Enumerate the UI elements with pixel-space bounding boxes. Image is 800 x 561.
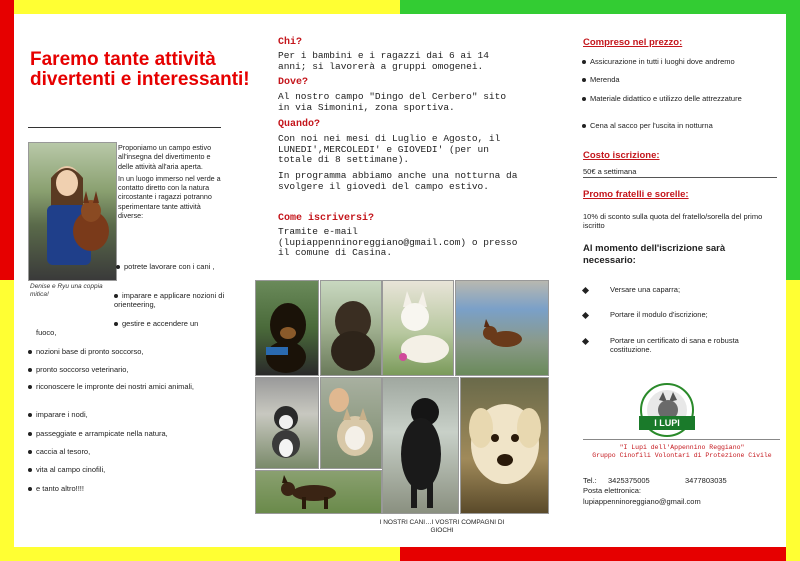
email-address[interactable]: lupiappenninoreggiano@gmail.com xyxy=(583,497,701,506)
compreso-text: Cena al sacco per l'uscita in notturna xyxy=(590,121,713,130)
intro-paragraph-1: Proponiamo un campo estivo all'insegna del divertimento e delle attività all'aria aperta. xyxy=(118,143,212,171)
org-divider xyxy=(583,439,780,440)
text-chi: Per i bambini e i ragazzi dai 6 ai 14 anni; si lavorerà a gruppi omogenei. xyxy=(278,50,489,72)
heading-chi: Chi? xyxy=(278,37,303,48)
compreso-item-1 xyxy=(582,57,772,66)
divider xyxy=(28,127,221,128)
org-subtitle: Gruppo Cinofili Volontari di Protezione Civile xyxy=(592,452,772,459)
left-title: Faremo tante attività divertenti e interessanti! xyxy=(30,49,250,90)
bullet-continuation: fuoco, xyxy=(36,328,57,337)
heading-costo: Costo iscrizione: xyxy=(583,150,660,161)
bullet-icon xyxy=(582,97,586,101)
promo-text: 10% di sconto sulla quota del fratello/sorella del primo iscritto xyxy=(583,212,763,230)
tel-label: Tel.: xyxy=(583,476,597,485)
momento-item-3 xyxy=(583,336,773,354)
bullet-icon xyxy=(28,350,32,354)
border-red-left xyxy=(0,0,14,280)
bullet-icon xyxy=(28,450,32,454)
photo-dog-black xyxy=(382,377,459,514)
bullet-top-2 xyxy=(114,291,226,309)
bullet-icon xyxy=(114,294,118,298)
photo-dog-shepherd-puppy xyxy=(255,470,382,514)
bullet-bottom-6 xyxy=(28,447,228,456)
bullet-text: imparare e applicare nozioni di orienteering, xyxy=(114,291,225,309)
photo-dog-shaggy xyxy=(320,280,382,376)
bullet-text: pronto soccorso veterinario, xyxy=(36,365,129,374)
heading-promo: Promo fratelli e sorelle: xyxy=(583,189,689,200)
heading-momento: Al momento dell'iscrizione sarà necessario: xyxy=(583,243,726,266)
bullet-icon xyxy=(28,368,32,372)
photos-caption: I NOSTRI CANI…I VOSTRI COMPAGNI DI GIOCHI xyxy=(379,519,505,534)
border-green-right xyxy=(786,0,800,280)
border-red-bottom-right xyxy=(400,547,800,561)
bullet-icon xyxy=(28,468,32,472)
momento-text: Portare il modulo d'iscrizione; xyxy=(610,310,708,319)
diamond-bullet-icon xyxy=(582,286,589,293)
photo-dog-puppy-run xyxy=(455,280,549,376)
momento-item-1 xyxy=(583,285,773,294)
email-label: Posta elettronica: xyxy=(583,486,641,495)
bullet-top-1 xyxy=(116,262,226,271)
compreso-item-2 xyxy=(582,75,772,84)
logo-label: I LUPI xyxy=(639,416,695,430)
text-dove: Al nostro campo "Dingo del Cerbero" sito in via Simonini, zona sportiva. xyxy=(278,91,507,113)
heading-compreso: Compreso nel prezzo: xyxy=(583,37,683,48)
photo-dog-rottweiler xyxy=(255,280,319,376)
compreso-text: Merenda xyxy=(590,75,620,84)
bullet-text: imparare i nodi, xyxy=(36,410,88,419)
bullet-bottom-3 xyxy=(28,382,208,391)
tel-number-2: 3477803035 xyxy=(685,476,727,485)
momento-item-2 xyxy=(583,310,773,319)
bullet-icon xyxy=(28,413,32,417)
bullet-text: caccia al tesoro, xyxy=(36,447,91,456)
border-yellow-right xyxy=(786,280,800,561)
bullet-bottom-2 xyxy=(28,365,228,374)
diamond-bullet-icon xyxy=(582,337,589,344)
bullet-bottom-1 xyxy=(28,347,228,356)
bullet-top-3 xyxy=(114,319,226,328)
org-name: "I Lupi dell'Appennino Reggiano" xyxy=(619,444,745,451)
bullet-icon xyxy=(116,265,120,269)
intro-text xyxy=(118,143,224,223)
bullet-text: riconoscere le impronte dei nostri amici animali, xyxy=(36,382,194,391)
compreso-item-4 xyxy=(582,121,772,130)
costo-text: 50€ a settimana xyxy=(583,167,637,176)
photo-dog-husky-puppy xyxy=(255,377,319,469)
bullet-icon xyxy=(582,78,586,82)
compreso-item-3 xyxy=(582,94,772,103)
bullet-text: gestire e accendere un xyxy=(122,319,199,328)
photo-man-with-husky xyxy=(320,377,382,469)
heading-iscriversi: Come iscriversi? xyxy=(278,213,375,224)
bullet-text: passeggiate e arrampicate nella natura, xyxy=(36,429,168,438)
photo-dog-white-shepherd xyxy=(382,280,454,376)
momento-text: Versare una caparra; xyxy=(610,285,681,294)
border-yellow-top-left xyxy=(0,0,400,14)
intro-paragraph-2: In un luogo immerso nel verde a contatto diretto con la natura circostante i ragazzi potranno sperimentare tante attività diverse: xyxy=(118,173,221,221)
bullet-text: vita al campo cinofili, xyxy=(36,465,106,474)
text-quando-2: In programma abbiamo anche una notturna da svolgere il giovedì del campo estivo. xyxy=(278,170,518,192)
bullet-icon xyxy=(28,432,32,436)
bullet-icon xyxy=(582,60,586,64)
photo-denise-ryu xyxy=(28,142,117,281)
photo-caption: Denise e Ryu una coppia mitica! xyxy=(30,283,103,298)
border-green-top-right xyxy=(400,0,800,14)
text-iscriversi: Tramite e-mail (lupiappenninoreggiano@gmail.com) o presso il comune di Casina. xyxy=(278,226,518,258)
tel-number-1: 3425375005 xyxy=(608,476,650,485)
border-yellow-bottom-left xyxy=(0,547,400,561)
bullet-icon xyxy=(28,385,32,389)
bullet-bottom-8 xyxy=(28,484,228,493)
bullet-icon xyxy=(582,124,586,128)
bullet-icon xyxy=(28,487,32,491)
bullet-bottom-4 xyxy=(28,410,228,419)
bullet-text: potrete lavorare con i cani , xyxy=(124,262,215,271)
heading-quando: Quando? xyxy=(278,119,321,130)
heading-dove: Dove? xyxy=(278,77,309,88)
diamond-bullet-icon xyxy=(582,311,589,318)
border-yellow-left xyxy=(0,280,14,561)
bullet-text: e tanto altro!!!! xyxy=(36,484,84,493)
text-quando-1: Con noi nei mesi di Luglio e Agosto, il LUNEDI',MERCOLEDI' e GIOVEDI' (per un totale di 8 settimane). xyxy=(278,133,501,165)
bullet-icon xyxy=(114,322,118,326)
photo-dog-labrador xyxy=(460,377,549,514)
bullet-text: nozioni base di pronto soccorso, xyxy=(36,347,144,356)
costo-divider xyxy=(583,177,777,178)
compreso-text: Materiale didattico e utilizzo delle attrezzature xyxy=(590,94,742,103)
bullet-bottom-5 xyxy=(28,429,228,438)
momento-text: Portare un certificato di sana e robusta costituzione. xyxy=(610,336,739,354)
bullet-bottom-7 xyxy=(28,465,228,474)
compreso-text: Assicurazione in tutti i luoghi dove andremo xyxy=(590,57,735,66)
